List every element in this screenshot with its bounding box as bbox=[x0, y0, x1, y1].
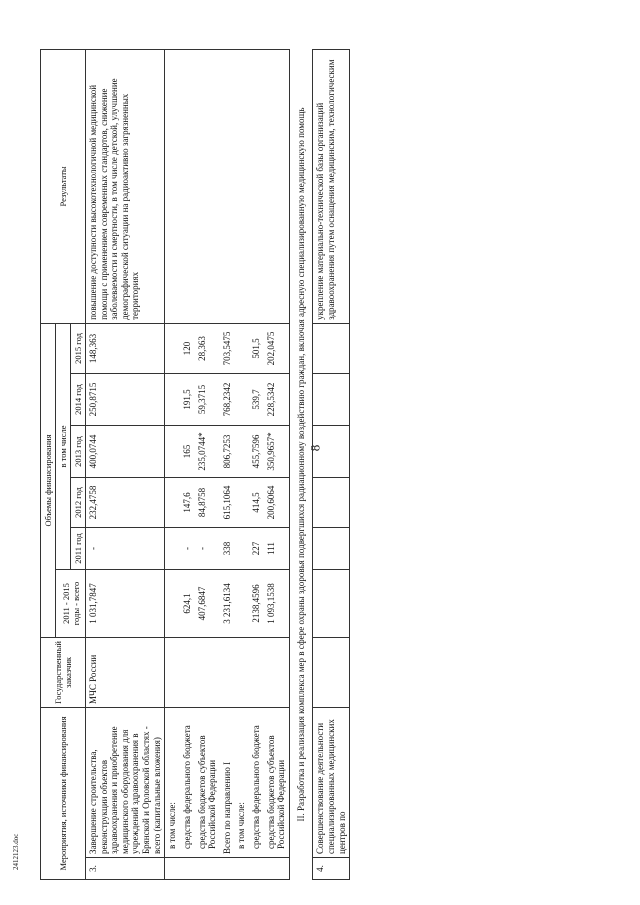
footer-filename: 2412123.doc bbox=[12, 833, 20, 870]
cell-results bbox=[234, 49, 249, 323]
cell-total: 1 031,7847 bbox=[86, 570, 165, 638]
cell-results bbox=[264, 49, 290, 323]
cell-total: 1 093,1538 bbox=[264, 570, 290, 638]
cell-y2011 bbox=[165, 528, 180, 570]
header-funding: Объемы финансирования bbox=[41, 323, 56, 637]
cell-y2014: 768,2342 bbox=[220, 374, 235, 426]
cell-name: в том числе: bbox=[165, 708, 180, 858]
cell-y2013: 235,0744* bbox=[195, 426, 220, 478]
cell-idx bbox=[249, 858, 264, 880]
header-year-2015: 2015 год bbox=[71, 323, 86, 373]
section-heading-row bbox=[289, 49, 313, 879]
table-row bbox=[220, 49, 235, 879]
cell-customer bbox=[234, 638, 249, 708]
table-row bbox=[180, 49, 195, 879]
header-measures: Мероприятия, источники финансирования bbox=[41, 708, 86, 880]
table-row bbox=[195, 49, 220, 879]
cell-y2012 bbox=[234, 478, 249, 528]
cell-customer: МЧС России bbox=[86, 638, 165, 708]
cell-y2011: - bbox=[86, 528, 165, 570]
header-year-2011: 2011 год bbox=[71, 528, 86, 570]
cell-y2014 bbox=[234, 374, 249, 426]
cell-y2015: 148,363 bbox=[86, 323, 165, 373]
header-year-2013: 2013 год bbox=[71, 426, 86, 478]
table-row bbox=[249, 49, 264, 879]
cell-results bbox=[220, 49, 235, 323]
rotated-table-sheet bbox=[40, 50, 620, 880]
cell-y2015: 501,5 bbox=[249, 323, 264, 373]
header-period: 2011 - 2015 годы - всего bbox=[56, 570, 86, 638]
funding-table bbox=[40, 49, 350, 880]
cell-y2014: 59,3715 bbox=[195, 374, 220, 426]
cell-y2013: 400,0744 bbox=[86, 426, 165, 478]
cell-y2014: 539,7 bbox=[249, 374, 264, 426]
cell-customer bbox=[264, 638, 290, 708]
cell-y2011 bbox=[313, 528, 350, 570]
cell-y2012: 414,5 bbox=[249, 478, 264, 528]
cell-customer bbox=[195, 638, 220, 708]
cell-idx bbox=[165, 858, 180, 880]
header-year-2014: 2014 год bbox=[71, 374, 86, 426]
cell-results: укрепление материально-технической базы организаций здравоохранения путем оснащения медицинским, технологическим bbox=[313, 49, 350, 323]
header-customer: Государственный заказчик bbox=[41, 638, 86, 708]
cell-results bbox=[165, 49, 180, 323]
cell-idx bbox=[220, 858, 235, 880]
cell-name: средства федерального бюджета bbox=[249, 708, 264, 858]
cell-y2012: 147,6 bbox=[180, 478, 195, 528]
cell-y2011 bbox=[234, 528, 249, 570]
cell-y2013: 455,7596 bbox=[249, 426, 264, 478]
header-year-2012: 2012 год bbox=[71, 478, 86, 528]
cell-customer bbox=[165, 638, 180, 708]
cell-y2012: 84,8758 bbox=[195, 478, 220, 528]
table-row bbox=[86, 49, 165, 879]
cell-total bbox=[313, 570, 350, 638]
table-body bbox=[86, 49, 350, 879]
cell-total: 624,1 bbox=[180, 570, 195, 638]
cell-y2015: 703,5475 bbox=[220, 323, 235, 373]
cell-name: Всего по направлению I bbox=[220, 708, 235, 858]
cell-idx bbox=[195, 858, 220, 880]
cell-y2011: 111 bbox=[264, 528, 290, 570]
cell-customer bbox=[249, 638, 264, 708]
cell-total bbox=[234, 570, 249, 638]
cell-idx bbox=[264, 858, 290, 880]
cell-y2015: 28,363 bbox=[195, 323, 220, 373]
cell-results bbox=[249, 49, 264, 323]
table-row bbox=[234, 49, 249, 879]
cell-total: 2138,4596 bbox=[249, 570, 264, 638]
cell-y2014 bbox=[313, 374, 350, 426]
header-results: Результаты bbox=[41, 49, 86, 323]
cell-y2012: 232,4758 bbox=[86, 478, 165, 528]
cell-y2015: 202,0475 bbox=[264, 323, 290, 373]
table-row bbox=[165, 49, 180, 879]
table-row bbox=[313, 49, 350, 879]
cell-name: Завершение строительства, реконструкции объектов здравоохранения и приобретение медицинского оборудования для учреждений здравоохранения в Брянской и Орловской областях - всего (капитальные вложения) bbox=[86, 708, 165, 858]
cell-results bbox=[180, 49, 195, 323]
cell-y2014: 191,5 bbox=[180, 374, 195, 426]
cell-name: средства бюджетов субъектов Российской Федерации bbox=[264, 708, 290, 858]
cell-y2015 bbox=[165, 323, 180, 373]
cell-results bbox=[195, 49, 220, 323]
cell-idx: 4. bbox=[313, 858, 350, 880]
cell-name: средства бюджетов субъектов Российской Федерации bbox=[195, 708, 220, 858]
cell-y2013 bbox=[234, 426, 249, 478]
cell-y2012 bbox=[165, 478, 180, 528]
cell-y2013: 350,9657* bbox=[264, 426, 290, 478]
cell-y2014: 250,8715 bbox=[86, 374, 165, 426]
cell-y2011: - bbox=[180, 528, 195, 570]
cell-y2015: 120 bbox=[180, 323, 195, 373]
cell-total: 407,6847 bbox=[195, 570, 220, 638]
cell-y2011: - bbox=[195, 528, 220, 570]
cell-y2012: 615,1064 bbox=[220, 478, 235, 528]
table-row bbox=[264, 49, 290, 879]
cell-y2015 bbox=[234, 323, 249, 373]
cell-customer bbox=[313, 638, 350, 708]
cell-y2014 bbox=[165, 374, 180, 426]
header-including: в том числе bbox=[56, 323, 71, 569]
cell-y2012: 200,6064 bbox=[264, 478, 290, 528]
page-number: 8 bbox=[307, 444, 323, 452]
cell-results: повышение доступности высокотехнологичной медицинской помощи с применением современных стандартов, снижение заболеваемости и смертности, в том числе детской, улучшение демографической ситуации на радиоактивно загрязненных территориях bbox=[86, 49, 165, 323]
cell-y2013 bbox=[313, 426, 350, 478]
cell-customer bbox=[220, 638, 235, 708]
cell-customer bbox=[180, 638, 195, 708]
cell-idx: 3. bbox=[86, 858, 165, 880]
cell-y2012 bbox=[313, 478, 350, 528]
cell-y2011: 227 bbox=[249, 528, 264, 570]
cell-y2013 bbox=[165, 426, 180, 478]
cell-y2011: 338 bbox=[220, 528, 235, 570]
cell-total bbox=[165, 570, 180, 638]
cell-name: Совершенствование деятельности специализированных медицинских центров по bbox=[313, 708, 350, 858]
cell-y2013: 165 bbox=[180, 426, 195, 478]
cell-name: средства федерального бюджета bbox=[180, 708, 195, 858]
cell-name: в том числе: bbox=[234, 708, 249, 858]
cell-total: 3 231,6134 bbox=[220, 570, 235, 638]
cell-y2015 bbox=[313, 323, 350, 373]
cell-idx bbox=[180, 858, 195, 880]
cell-y2014: 228,5342 bbox=[264, 374, 290, 426]
section-title: II. Разработка и реализация комплекса мер в сфере охраны здоровья подвергшихся радиационному воздействию граждан, включая адресную специализированную медицинскую помощь bbox=[289, 49, 313, 879]
cell-y2013: 806,7253 bbox=[220, 426, 235, 478]
cell-idx bbox=[234, 858, 249, 880]
